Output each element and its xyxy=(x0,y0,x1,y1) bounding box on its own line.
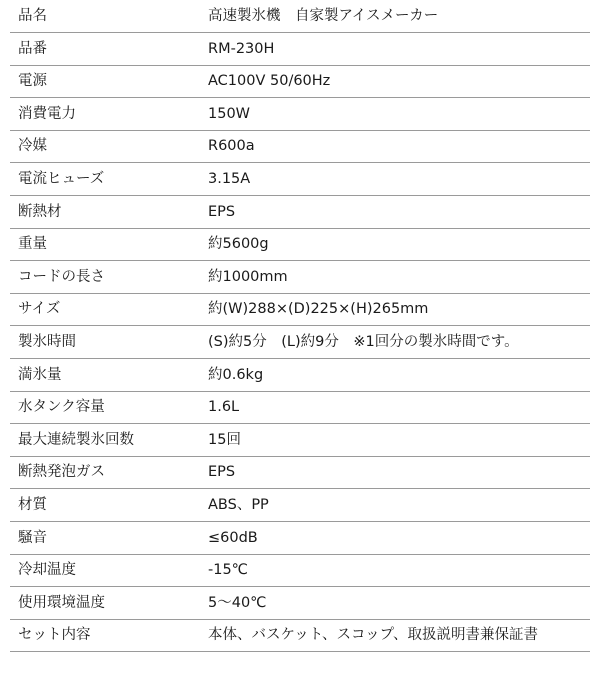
spec-value: RM-230H xyxy=(203,33,590,66)
spec-label: 最大連続製氷回数 xyxy=(10,424,203,457)
spec-value: EPS xyxy=(203,456,590,489)
spec-label: サイズ xyxy=(10,293,203,326)
spec-value: 約1000mm xyxy=(203,261,590,294)
spec-value: 1.6L xyxy=(203,391,590,424)
spec-label: 水タンク容量 xyxy=(10,391,203,424)
spec-row-power-consumption xyxy=(10,98,590,131)
spec-label: 冷媒 xyxy=(10,130,203,163)
spec-label: 品名 xyxy=(10,0,203,33)
spec-value: 5〜40℃ xyxy=(203,587,590,620)
spec-row-size xyxy=(10,293,590,326)
spec-row-package-contents xyxy=(10,619,590,652)
spec-value: 約(W)288×(D)225×(H)265mm xyxy=(203,293,590,326)
spec-row-refrigerant xyxy=(10,130,590,163)
spec-label: 使用環境温度 xyxy=(10,587,203,620)
spec-row-model-number xyxy=(10,33,590,66)
spec-row-product-name xyxy=(10,0,590,33)
spec-value: AC100V 50/60Hz xyxy=(203,65,590,98)
spec-value: 高速製氷機 自家製アイスメーカー xyxy=(203,0,590,33)
spec-label: 重量 xyxy=(10,228,203,261)
spec-label: 騒音 xyxy=(10,522,203,555)
spec-label: 電源 xyxy=(10,65,203,98)
spec-value: 150W xyxy=(203,98,590,131)
spec-label: 製氷時間 xyxy=(10,326,203,359)
spec-row-weight xyxy=(10,228,590,261)
spec-row-material xyxy=(10,489,590,522)
spec-table xyxy=(10,0,590,652)
spec-value: 本体、バスケット、スコップ、取扱説明書兼保証書 xyxy=(203,619,590,652)
spec-value: 15回 xyxy=(203,424,590,457)
spec-row-power-source xyxy=(10,65,590,98)
spec-value: (S)約5分 (L)約9分 ※1回分の製氷時間です。 xyxy=(203,326,590,359)
spec-row-full-ice-amount xyxy=(10,359,590,392)
spec-value: 約0.6kg xyxy=(203,359,590,392)
spec-label: セット内容 xyxy=(10,619,203,652)
spec-row-operating-temperature xyxy=(10,587,590,620)
spec-row-noise xyxy=(10,522,590,555)
spec-row-fuse xyxy=(10,163,590,196)
spec-table-body xyxy=(10,0,590,652)
spec-value: -15℃ xyxy=(203,554,590,587)
spec-label: 満氷量 xyxy=(10,359,203,392)
spec-label: 断熱発泡ガス xyxy=(10,456,203,489)
spec-row-insulation xyxy=(10,196,590,229)
spec-value: R600a xyxy=(203,130,590,163)
spec-label: 材質 xyxy=(10,489,203,522)
spec-label: 消費電力 xyxy=(10,98,203,131)
spec-label: 冷却温度 xyxy=(10,554,203,587)
spec-label: 断熱材 xyxy=(10,196,203,229)
spec-row-water-tank-capacity xyxy=(10,391,590,424)
spec-label: コードの長さ xyxy=(10,261,203,294)
spec-value: 3.15A xyxy=(203,163,590,196)
spec-row-ice-making-time xyxy=(10,326,590,359)
spec-row-max-continuous-cycles xyxy=(10,424,590,457)
spec-row-cord-length xyxy=(10,261,590,294)
spec-row-cooling-temperature xyxy=(10,554,590,587)
spec-label: 品番 xyxy=(10,33,203,66)
spec-value: EPS xyxy=(203,196,590,229)
spec-value: ABS、PP xyxy=(203,489,590,522)
spec-value: ≤60dB xyxy=(203,522,590,555)
spec-label: 電流ヒューズ xyxy=(10,163,203,196)
spec-value: 約5600g xyxy=(203,228,590,261)
spec-row-insulation-foam-gas xyxy=(10,456,590,489)
